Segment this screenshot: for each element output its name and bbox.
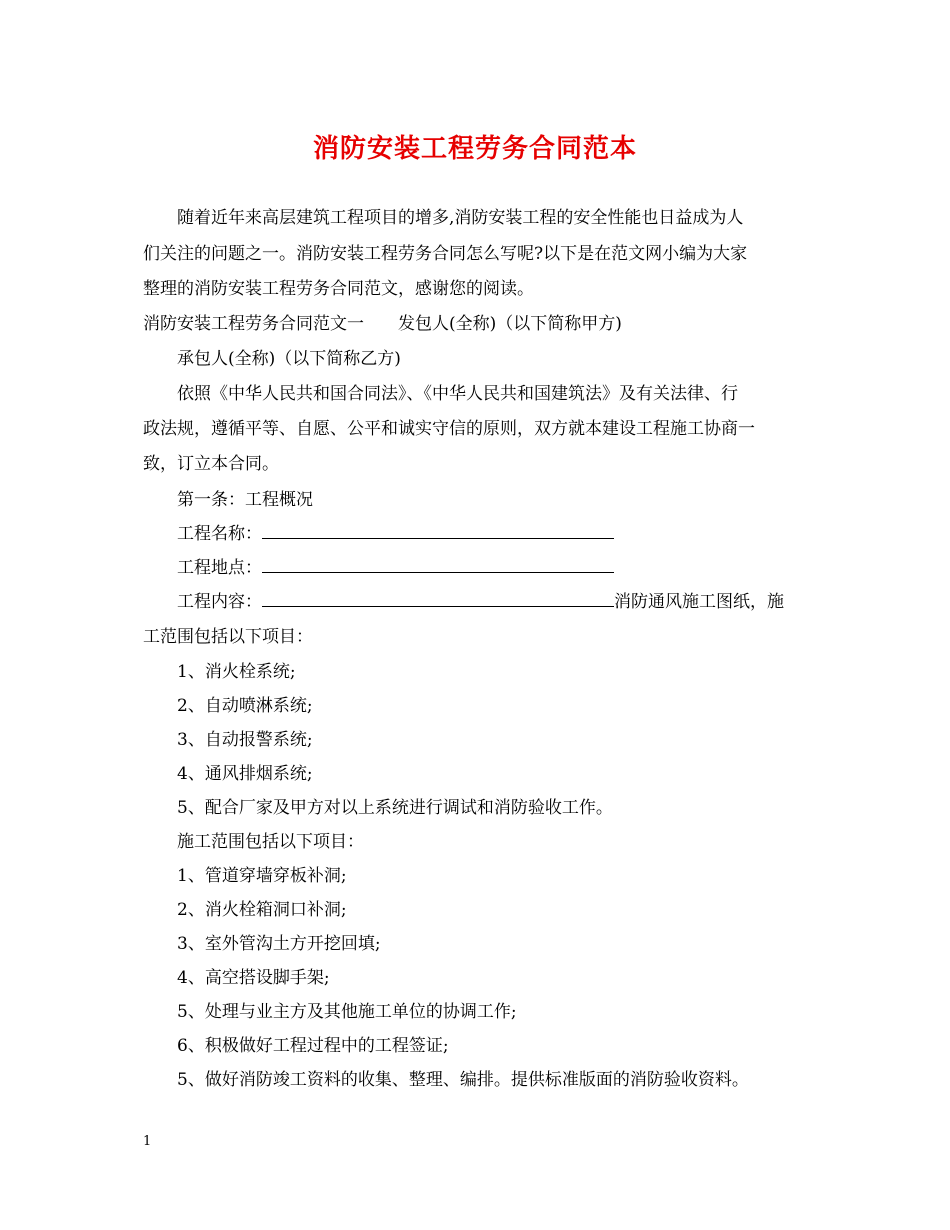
basis-line-1: 依照《中华人民共和国合同法》、《中华人民共和国建筑法》及有关法律、行 bbox=[177, 384, 738, 404]
project-name-blank bbox=[262, 522, 614, 539]
project-content-tail: 消防通风施工图纸，施 bbox=[614, 592, 784, 612]
scope-intro-cont: 工范围包括以下项目： bbox=[143, 627, 313, 647]
scope-item: 5、做好消防竣工资料的收集、整理、编排。提供标准版面的消防验收资料。 bbox=[177, 1070, 749, 1090]
project-content-line bbox=[177, 590, 784, 614]
document-title: 消防安装工程劳务合同范本 bbox=[312, 134, 637, 164]
system-item: 1、消火栓系统; bbox=[177, 662, 296, 682]
intro-line-1: 随着近年来高层建筑工程项目的增多,消防安装工程的安全性能也日益成为人 bbox=[177, 208, 744, 228]
project-location-line bbox=[177, 556, 614, 580]
project-content-label: 工程内容： bbox=[177, 592, 262, 612]
project-location-label: 工程地点： bbox=[177, 558, 262, 578]
project-content-blank bbox=[262, 590, 614, 607]
scope-heading: 施工范围包括以下项目： bbox=[177, 832, 364, 852]
intro-line-3: 整理的消防安装工程劳务合同范文，感谢您的阅读。 bbox=[143, 279, 534, 299]
party-a: 发包人(全称)（以下简称甲方) bbox=[398, 314, 622, 334]
scope-item: 2、消火栓箱洞口补洞; bbox=[177, 900, 347, 920]
page-number: 1 bbox=[143, 1134, 152, 1149]
system-item: 4、通风排烟系统; bbox=[177, 764, 313, 784]
scope-item: 1、管道穿墙穿板补洞; bbox=[177, 866, 347, 886]
project-name-line bbox=[177, 522, 614, 546]
contract-heading-line bbox=[143, 312, 622, 336]
scope-item: 3、室外管沟土方开挖回填; bbox=[177, 934, 381, 954]
scope-item: 5、处理与业主方及其他施工单位的协调工作; bbox=[177, 1002, 517, 1022]
basis-line-3: 致，订立本合同。 bbox=[143, 454, 279, 474]
basis-line-2: 政法规，遵循平等、自愿、公平和诚实守信的原则，双方就本建设工程施工协商一 bbox=[143, 419, 755, 439]
scope-item: 6、积极做好工程过程中的工程签证; bbox=[177, 1036, 449, 1056]
scope-item: 4、高空搭设脚手架; bbox=[177, 968, 330, 988]
project-location-blank bbox=[262, 556, 614, 573]
system-item: 2、自动喷淋系统; bbox=[177, 696, 313, 716]
intro-line-2: 们关注的问题之一。消防安装工程劳务合同怎么写呢?以下是在范文网小编为大家 bbox=[143, 244, 748, 264]
article1-heading: 第一条：工程概况 bbox=[177, 490, 313, 510]
contract-heading: 消防安装工程劳务合同范文一 bbox=[143, 314, 364, 334]
project-name-label: 工程名称： bbox=[177, 524, 262, 544]
system-item: 5、配合厂家及甲方对以上系统进行调试和消防验收工作。 bbox=[177, 798, 613, 818]
system-item: 3、自动报警系统; bbox=[177, 730, 313, 750]
party-b: 承包人(全称)（以下简称乙方) bbox=[177, 349, 401, 369]
